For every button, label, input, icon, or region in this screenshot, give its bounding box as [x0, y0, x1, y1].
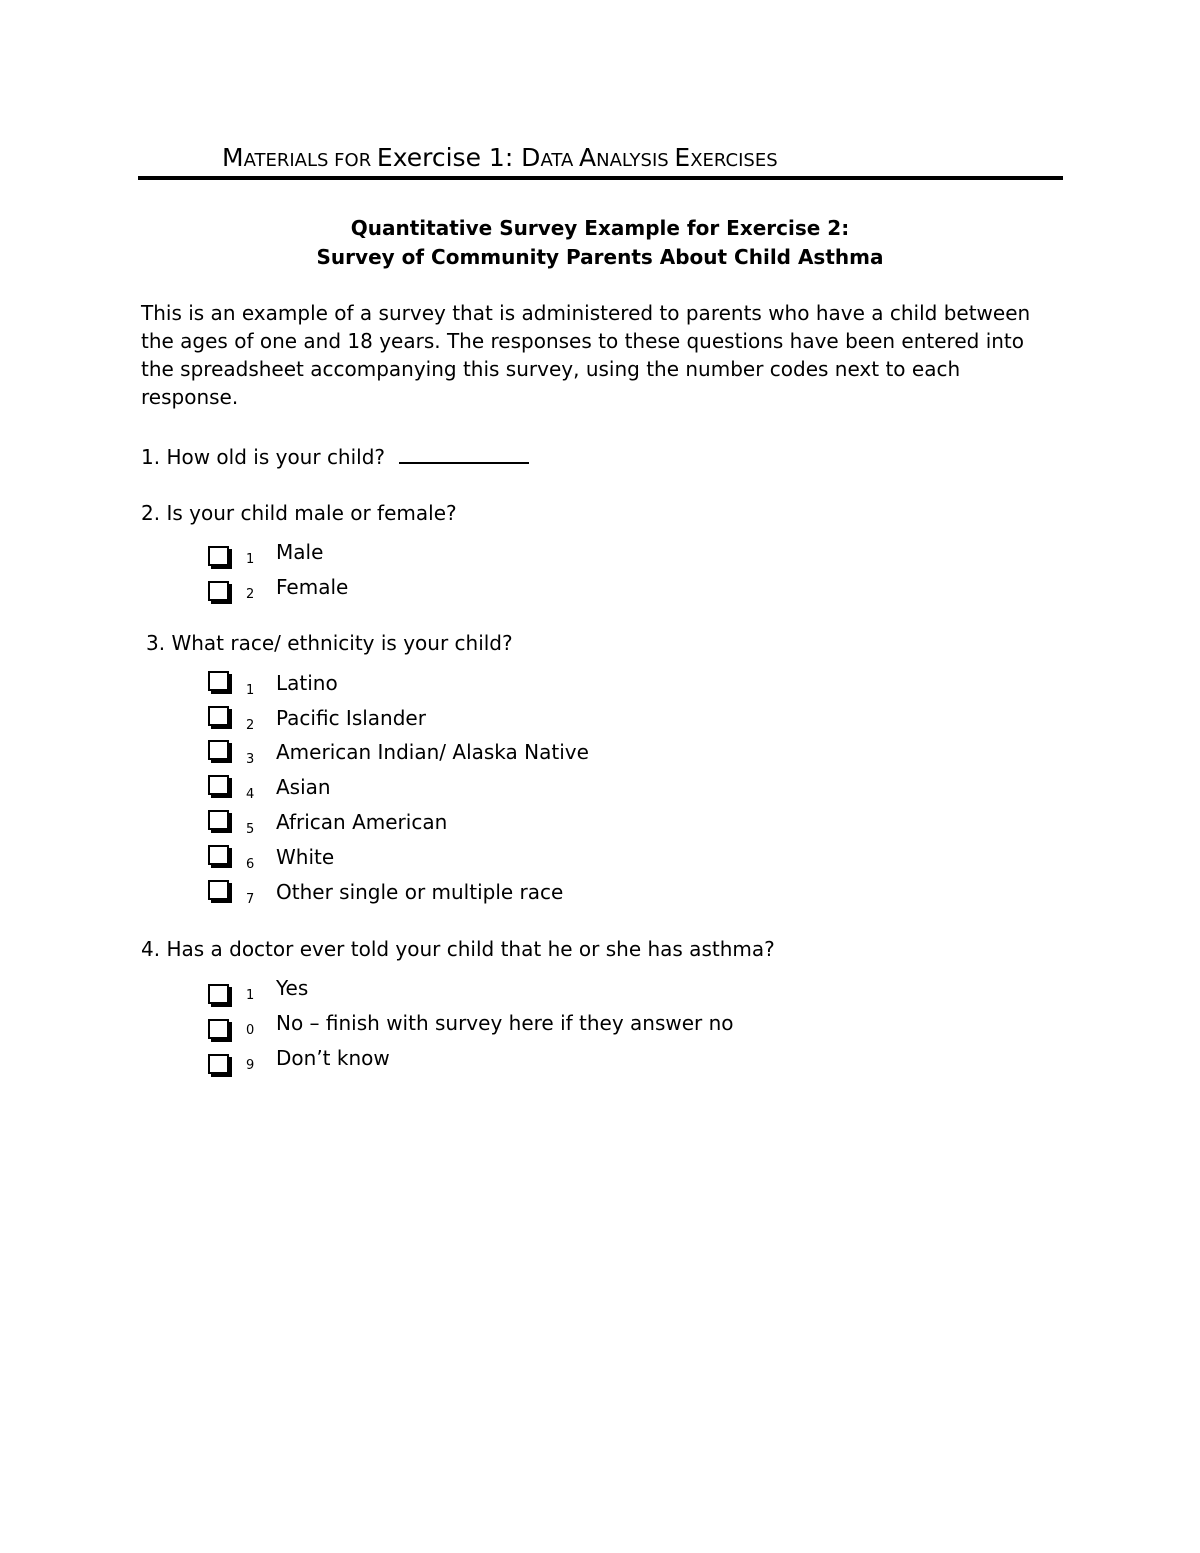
option-label: Other single or multiple race	[276, 880, 564, 904]
checkbox[interactable]	[208, 984, 229, 1004]
option-label: Female	[276, 575, 349, 599]
checkbox[interactable]	[208, 546, 229, 566]
survey-title-line2: Survey of Community Parents About Child Asthma	[316, 245, 884, 269]
option-label: Pacific Islander	[276, 706, 426, 730]
question-2-text: 2. Is your child male or female?	[141, 501, 457, 525]
survey-title-line1: Quantitative Survey Example for Exercise 2:	[350, 216, 850, 240]
response-code: 2	[246, 587, 255, 602]
option-label: No – finish with survey here if they answer no	[276, 1011, 734, 1035]
header-text: NALYSIS	[596, 150, 675, 171]
header-text: Exercise 1	[376, 143, 505, 172]
intro-paragraph: This is an example of a survey that is administered to parents who have a child between the ages of one and 18 years. The responses to these questions have been entered into the spreadsheet accompanying this survey, using the number codes next to each response.	[141, 301, 1031, 409]
response-code: 9	[246, 1058, 255, 1073]
header-text: : D	[504, 143, 541, 172]
header-text: A	[579, 143, 597, 172]
option-label: African American	[276, 810, 448, 834]
option-label: White	[276, 845, 335, 869]
checkbox[interactable]	[208, 581, 229, 601]
option-label: Yes	[276, 976, 309, 1000]
question-4-text: 4. Has a doctor ever told your child that he or she has asthma?	[141, 937, 775, 961]
response-code: 2	[246, 718, 255, 733]
header-rule	[138, 176, 1063, 180]
checkbox[interactable]	[208, 671, 229, 691]
header-text: ATA	[540, 150, 579, 171]
response-code: 1	[246, 552, 255, 567]
checkbox[interactable]	[208, 1054, 229, 1074]
age-answer-blank[interactable]	[399, 444, 529, 464]
checkbox[interactable]	[208, 706, 229, 726]
response-code: 6	[246, 857, 255, 872]
page-header	[222, 143, 778, 172]
question-1-text: 1. How old is your child?	[141, 445, 386, 469]
response-code: 1	[246, 683, 255, 698]
response-code: 0	[246, 1023, 255, 1038]
response-code: 4	[246, 787, 255, 802]
checkbox[interactable]	[208, 740, 229, 760]
option-label: Latino	[276, 671, 338, 695]
option-label: American Indian/ Alaska Native	[276, 740, 589, 764]
response-code: 5	[246, 822, 255, 837]
header-text: E	[674, 143, 691, 172]
header-text: M	[222, 143, 244, 172]
option-label: Male	[276, 540, 324, 564]
checkbox[interactable]	[208, 845, 229, 865]
header-text: XERCISES	[690, 150, 778, 171]
option-label: Don’t know	[276, 1046, 390, 1070]
response-code: 1	[246, 988, 255, 1003]
checkbox[interactable]	[208, 880, 229, 900]
checkbox[interactable]	[208, 775, 229, 795]
question-1	[141, 444, 529, 469]
response-code: 7	[246, 892, 255, 907]
option-label: Asian	[276, 775, 331, 799]
checkbox[interactable]	[208, 1019, 229, 1039]
question-3-text: 3. What race/ ethnicity is your child?	[146, 631, 513, 655]
response-code: 3	[246, 752, 255, 767]
header-text: ATERIALS FOR	[243, 150, 377, 171]
checkbox[interactable]	[208, 810, 229, 830]
